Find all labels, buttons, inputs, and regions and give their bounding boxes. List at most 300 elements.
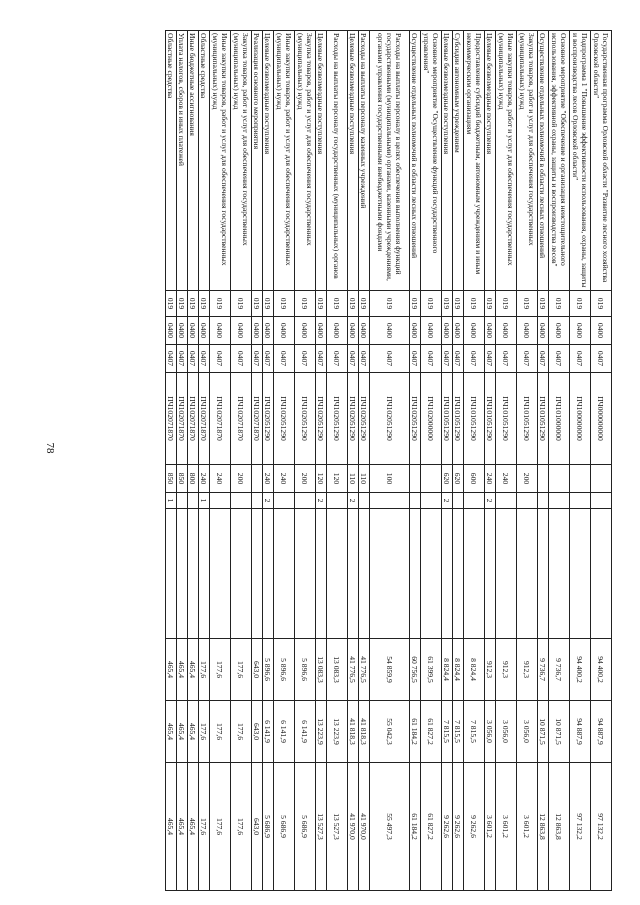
col-target-article: ПЧ102051290 (327, 373, 348, 465)
col-subsection-code: 0407 (517, 345, 538, 373)
col-year-3: 12 863,8 (549, 763, 570, 891)
row-name: Расходы на выплаты персоналу государственных (муниципальных) органов (327, 31, 348, 291)
col-year-2: 465,4 (188, 701, 199, 763)
table-row (517, 31, 538, 891)
col-expense-type (570, 465, 591, 493)
col-year-1: 5 896,6 (295, 639, 316, 701)
row-name: Целевые безвозмездные поступления (348, 31, 359, 291)
col-target-article: ПЧ101051290 (442, 373, 453, 465)
col-year-2: 13 223,9 (327, 701, 348, 763)
col-spacer (359, 509, 370, 639)
col-section-code: 0400 (538, 317, 549, 345)
page-number: 78 (44, 442, 56, 454)
col-expense-type: 240 (485, 465, 496, 493)
col-year-1: 5 896,6 (263, 639, 274, 701)
col-spacer (485, 509, 496, 639)
col-year-3: 3 601,2 (496, 763, 517, 891)
col-target-article: ПЧ102071870 (188, 373, 199, 465)
table-row (199, 31, 210, 891)
col-expense-type: 800 (188, 465, 199, 493)
row-name: Иные закупки товаров, работ и услуг для обеспечения государственных (муниципальных) нужд (274, 31, 295, 291)
row-name: Закупка товаров, работ и услуг для обеспечения государственных (муниципальных) нужд (295, 31, 316, 291)
table-row (370, 31, 410, 891)
row-name: Иные бюджетные ассигнования (188, 31, 199, 291)
col-spacer (231, 509, 252, 639)
col-subsection-code: 0407 (274, 345, 295, 373)
table-row (591, 31, 612, 891)
row-name: Целевые безвозмездные поступления (442, 31, 453, 291)
col-ministry-code: 019 (210, 291, 231, 317)
row-name: Расходы на выплаты персоналу казенных учреждений (359, 31, 370, 291)
col-section-code: 0400 (359, 317, 370, 345)
table-row (485, 31, 496, 891)
col-year-2: 13 223,9 (316, 701, 327, 763)
col-ministry-code: 019 (591, 291, 612, 317)
col-subsection-code: 0407 (295, 345, 316, 373)
col-year-2: 3 056,0 (496, 701, 517, 763)
col-year-1: 465,4 (188, 639, 199, 701)
col-ministry-code: 019 (263, 291, 274, 317)
col-year-3: 9 262,6 (464, 763, 485, 891)
col-year-3: 3 601,2 (517, 763, 538, 891)
col-section-code: 0400 (263, 317, 274, 345)
col-target-article: ПЧ102071870 (210, 373, 231, 465)
col-year-3: 12 863,8 (538, 763, 549, 891)
col-target-article: ПЧ101051290 (485, 373, 496, 465)
col-subsection-code: 0407 (464, 345, 485, 373)
col-year-2: 41 818,3 (359, 701, 370, 763)
col-subsection-code: 0407 (210, 345, 231, 373)
col-section-code: 0400 (327, 317, 348, 345)
col-ministry-code: 019 (570, 291, 591, 317)
col-ministry-code: 019 (166, 291, 177, 317)
col-year-1: 465,4 (177, 639, 188, 701)
col-expense-type: 620 (453, 465, 464, 493)
row-name: Осуществление отдельных полномочий в области лесных отношений (538, 31, 549, 291)
row-name: Иные закупки товаров, работ и услуг для обеспечения государственных (муниципальных) нужд (496, 31, 517, 291)
col-expense-type: 600 (464, 465, 485, 493)
col-section-code: 0400 (591, 317, 612, 345)
col-section-code: 0400 (252, 317, 263, 345)
col-expense-type: 240 (199, 465, 210, 493)
col-source-code (295, 493, 316, 509)
col-year-1: 5 896,6 (274, 639, 295, 701)
col-year-2: 41 818,3 (348, 701, 359, 763)
col-ministry-code: 019 (327, 291, 348, 317)
col-year-1: 8 824,4 (464, 639, 485, 701)
col-spacer (348, 509, 359, 639)
col-spacer (517, 509, 538, 639)
col-ministry-code: 019 (188, 291, 199, 317)
col-year-1: 912,3 (496, 639, 517, 701)
col-year-3: 5 686,9 (263, 763, 274, 891)
row-name: Подпрограмма 1 "Повышение эффективности использования, охраны, защиты и воспроизводства лесов Орловской области" (570, 31, 591, 291)
col-subsection-code: 0407 (410, 345, 421, 373)
col-year-1: 912,3 (517, 639, 538, 701)
table-row (316, 31, 327, 891)
col-year-3: 177,6 (210, 763, 231, 891)
col-ministry-code: 019 (359, 291, 370, 317)
col-source-code (327, 493, 348, 509)
col-year-3: 13 527,3 (327, 763, 348, 891)
col-source-code (549, 493, 570, 509)
col-section-code: 0400 (177, 317, 188, 345)
col-year-3: 9 262,6 (453, 763, 464, 891)
col-target-article: ПЧ102051290 (295, 373, 316, 465)
col-target-article: ПЧ101051290 (453, 373, 464, 465)
col-year-1: 177,6 (210, 639, 231, 701)
col-subsection-code: 0407 (570, 345, 591, 373)
col-year-1: 8 824,4 (453, 639, 464, 701)
table-row (442, 31, 453, 891)
col-section-code: 0400 (188, 317, 199, 345)
col-section-code: 0400 (166, 317, 177, 345)
col-ministry-code: 019 (316, 291, 327, 317)
col-target-article: ПЧ102051290 (370, 373, 410, 465)
table-row (421, 31, 442, 891)
col-year-1: 177,6 (199, 639, 210, 701)
col-year-2: 3 056,0 (485, 701, 496, 763)
col-source-code (464, 493, 485, 509)
col-subsection-code: 0407 (316, 345, 327, 373)
col-target-article: ПЧ102071870 (166, 373, 177, 465)
col-spacer (410, 509, 421, 639)
col-year-2: 465,4 (166, 701, 177, 763)
col-subsection-code: 0407 (348, 345, 359, 373)
col-target-article: ПЧ102051290 (359, 373, 370, 465)
table-row (348, 31, 359, 891)
col-year-1: 41 776,5 (348, 639, 359, 701)
col-ministry-code: 019 (410, 291, 421, 317)
col-ministry-code: 019 (274, 291, 295, 317)
col-year-3: 465,4 (188, 763, 199, 891)
table-row (166, 31, 177, 891)
col-year-3: 5 686,9 (295, 763, 316, 891)
col-spacer (570, 509, 591, 639)
col-ministry-code: 019 (517, 291, 538, 317)
col-year-3: 177,6 (199, 763, 210, 891)
row-name: Субсидии автономным учреждениям (453, 31, 464, 291)
col-year-2: 6 141,9 (295, 701, 316, 763)
col-expense-type: 850 (166, 465, 177, 493)
col-year-1: 465,4 (166, 639, 177, 701)
col-source-code (496, 493, 517, 509)
col-section-code: 0400 (517, 317, 538, 345)
col-year-1: 54 859,9 (370, 639, 410, 701)
col-ministry-code: 019 (453, 291, 464, 317)
col-expense-type: 100 (370, 465, 410, 493)
col-source-code (370, 493, 410, 509)
col-subsection-code: 0407 (442, 345, 453, 373)
col-ministry-code: 019 (231, 291, 252, 317)
col-subsection-code: 0407 (252, 345, 263, 373)
col-year-1: 94 400,2 (591, 639, 612, 701)
col-expense-type: 240 (496, 465, 517, 493)
budget-table-sheet (52, 30, 612, 890)
col-year-2: 465,4 (177, 701, 188, 763)
col-expense-type: 200 (517, 465, 538, 493)
col-year-1: 912,3 (485, 639, 496, 701)
col-target-article: ПЧ101051290 (496, 373, 517, 465)
col-ministry-code: 019 (421, 291, 442, 317)
col-source-code (274, 493, 295, 509)
col-year-2: 61 827,2 (421, 701, 442, 763)
col-subsection-code: 0407 (327, 345, 348, 373)
col-expense-type: 110 (348, 465, 359, 493)
col-year-1: 61 399,5 (421, 639, 442, 701)
table-row (231, 31, 252, 891)
col-subsection-code: 0407 (177, 345, 188, 373)
col-expense-type: 200 (231, 465, 252, 493)
col-section-code: 0400 (199, 317, 210, 345)
col-expense-type (549, 465, 570, 493)
col-expense-type: 120 (316, 465, 327, 493)
col-year-3: 61 184,2 (410, 763, 421, 891)
table-row (252, 31, 263, 891)
col-expense-type: 110 (359, 465, 370, 493)
col-expense-type (538, 465, 549, 493)
col-spacer (442, 509, 453, 639)
row-name: Целевые безвозмездные поступления (263, 31, 274, 291)
col-expense-type: 120 (327, 465, 348, 493)
col-spacer (210, 509, 231, 639)
col-expense-type (410, 465, 421, 493)
col-section-code: 0400 (570, 317, 591, 345)
col-source-code (210, 493, 231, 509)
col-expense-type (591, 465, 612, 493)
col-spacer (538, 509, 549, 639)
table-row (210, 31, 231, 891)
col-target-article: ПЧ102071870 (252, 373, 263, 465)
col-target-article: ПЧ100000000 (570, 373, 591, 465)
col-section-code: 0400 (485, 317, 496, 345)
col-year-3: 13 527,3 (316, 763, 327, 891)
col-section-code: 0400 (410, 317, 421, 345)
col-spacer (421, 509, 442, 639)
col-section-code: 0400 (231, 317, 252, 345)
row-name: Реализация основного мероприятия (252, 31, 263, 291)
col-year-2: 10 871,5 (538, 701, 549, 763)
col-target-article: ПЧ102071870 (177, 373, 188, 465)
col-year-1: 643,0 (252, 639, 263, 701)
col-spacer (453, 509, 464, 639)
col-year-1: 13 083,3 (327, 639, 348, 701)
col-year-3: 177,6 (231, 763, 252, 891)
col-target-article: ПЧ102051290 (316, 373, 327, 465)
col-spacer (274, 509, 295, 639)
col-year-2: 6 141,9 (274, 701, 295, 763)
col-source-code: 1 (166, 493, 177, 509)
col-expense-type: 240 (274, 465, 295, 493)
col-expense-type: 850 (177, 465, 188, 493)
col-expense-type: 240 (263, 465, 274, 493)
col-year-3: 41 970,0 (359, 763, 370, 891)
col-year-2: 3 056,0 (517, 701, 538, 763)
col-year-1: 41 776,5 (359, 639, 370, 701)
col-section-code: 0400 (421, 317, 442, 345)
col-subsection-code: 0407 (453, 345, 464, 373)
col-ministry-code: 019 (199, 291, 210, 317)
row-name: Областные средства (166, 31, 177, 291)
col-ministry-code: 019 (442, 291, 453, 317)
col-subsection-code: 0407 (231, 345, 252, 373)
row-name: Осуществление отдельных полномочий в области лесных отношений (410, 31, 421, 291)
col-source-code: 2 (485, 493, 496, 509)
col-subsection-code: 0407 (359, 345, 370, 373)
table-row (410, 31, 421, 891)
table-row (453, 31, 464, 891)
row-name: Расходы на выплаты персоналу в целях обеспечения выполнения функций государственными (муниципальными) органами, казенными учреждениями, органами управления государственными внебюджетными фондами (370, 31, 410, 291)
col-section-code: 0400 (316, 317, 327, 345)
col-section-code: 0400 (274, 317, 295, 345)
col-spacer (464, 509, 485, 639)
col-source-code (231, 493, 252, 509)
col-spacer (496, 509, 517, 639)
col-year-2: 177,6 (210, 701, 231, 763)
col-section-code: 0400 (348, 317, 359, 345)
col-target-article: ПЧ102051290 (410, 373, 421, 465)
table-row (496, 31, 517, 891)
col-subsection-code: 0407 (421, 345, 442, 373)
table-row (570, 31, 591, 891)
col-ministry-code: 019 (464, 291, 485, 317)
col-year-3: 97 132,2 (591, 763, 612, 891)
col-year-3: 643,0 (252, 763, 263, 891)
col-expense-type: 620 (442, 465, 453, 493)
col-spacer (263, 509, 274, 639)
col-expense-type (421, 465, 442, 493)
col-year-3: 3 601,2 (485, 763, 496, 891)
col-year-2: 7 815,5 (442, 701, 453, 763)
table-row (464, 31, 485, 891)
col-subsection-code: 0407 (188, 345, 199, 373)
col-target-article: ПЧ101000000 (549, 373, 570, 465)
col-spacer (177, 509, 188, 639)
col-expense-type: 240 (210, 465, 231, 493)
col-year-2: 7 815,5 (453, 701, 464, 763)
row-name: Целевые безвозмездные поступления (316, 31, 327, 291)
col-source-code (570, 493, 591, 509)
col-year-3: 9 262,6 (442, 763, 453, 891)
col-year-2: 7 815,5 (464, 701, 485, 763)
col-spacer (327, 509, 348, 639)
row-name: Закупка товаров, работ и услуг для обеспечения государственных (муниципальных) нужд (231, 31, 252, 291)
budget-table (165, 30, 612, 891)
col-subsection-code: 0407 (591, 345, 612, 373)
table-row (188, 31, 199, 891)
col-target-article: ПЧ102000000 (421, 373, 442, 465)
col-spacer (591, 509, 612, 639)
col-expense-type (252, 465, 263, 493)
col-section-code: 0400 (210, 317, 231, 345)
col-source-code (359, 493, 370, 509)
col-section-code: 0400 (464, 317, 485, 345)
col-ministry-code: 019 (252, 291, 263, 317)
col-target-article: ПЧ102051290 (274, 373, 295, 465)
col-year-2: 94 887,9 (591, 701, 612, 763)
col-subsection-code: 0407 (263, 345, 274, 373)
row-name: Государственная программа Орловской области "Развитие лесного хозяйства Орловской области" (591, 31, 612, 291)
col-source-code: 2 (263, 493, 274, 509)
col-source-code (538, 493, 549, 509)
col-target-article: ПЧ102051290 (263, 373, 274, 465)
col-year-3: 55 497,3 (370, 763, 410, 891)
col-target-article: ПЧ102071870 (199, 373, 210, 465)
col-target-article: ПЧ000000000 (591, 373, 612, 465)
row-name: Закупка товаров, работ и услуг для обеспечения государственных (муниципальных) нужд (517, 31, 538, 291)
col-subsection-code: 0407 (485, 345, 496, 373)
col-year-1: 13 083,3 (316, 639, 327, 701)
row-name: Областные средства (199, 31, 210, 291)
col-year-3: 5 686,9 (274, 763, 295, 891)
col-source-code: 2 (316, 493, 327, 509)
col-year-1: 9 736,7 (538, 639, 549, 701)
table-row (538, 31, 549, 891)
col-source-code: 2 (442, 493, 453, 509)
row-name: Основное мероприятие "Обеспечение и организация неистощительного использования, эффективной охраны, защиты и воспроизводства лесов" (549, 31, 570, 291)
col-source-code (517, 493, 538, 509)
col-ministry-code: 019 (538, 291, 549, 317)
col-section-code: 0400 (496, 317, 517, 345)
col-source-code (188, 493, 199, 509)
col-year-2: 643,0 (252, 701, 263, 763)
col-ministry-code: 019 (496, 291, 517, 317)
col-section-code: 0400 (295, 317, 316, 345)
col-subsection-code: 0407 (166, 345, 177, 373)
col-section-code: 0400 (549, 317, 570, 345)
col-year-2: 10 871,5 (549, 701, 570, 763)
col-source-code: 2 (348, 493, 359, 509)
col-source-code (252, 493, 263, 509)
col-ministry-code: 019 (485, 291, 496, 317)
col-ministry-code: 019 (549, 291, 570, 317)
table-row (359, 31, 370, 891)
col-subsection-code: 0407 (370, 345, 410, 373)
col-year-2: 94 887,9 (570, 701, 591, 763)
col-section-code: 0400 (370, 317, 410, 345)
col-year-1: 177,6 (231, 639, 252, 701)
table-body (166, 31, 612, 891)
col-year-3: 465,4 (166, 763, 177, 891)
col-section-code: 0400 (453, 317, 464, 345)
row-name: Предоставление субсидий бюджетным, автономным учреждениям и иным некоммерческим организациям (464, 31, 485, 291)
col-spacer (252, 509, 263, 639)
col-year-1: 8 824,4 (442, 639, 453, 701)
col-year-1: 60 756,5 (410, 639, 421, 701)
col-section-code: 0400 (442, 317, 453, 345)
col-subsection-code: 0407 (199, 345, 210, 373)
col-spacer (370, 509, 410, 639)
col-ministry-code: 019 (295, 291, 316, 317)
col-spacer (166, 509, 177, 639)
col-year-3: 465,4 (177, 763, 188, 891)
col-target-article: ПЧ101051290 (538, 373, 549, 465)
col-source-code (410, 493, 421, 509)
col-year-2: 61 184,2 (410, 701, 421, 763)
col-subsection-code: 0407 (496, 345, 517, 373)
table-row (177, 31, 188, 891)
col-ministry-code: 019 (177, 291, 188, 317)
col-year-2: 177,6 (199, 701, 210, 763)
table-row (263, 31, 274, 891)
col-source-code (177, 493, 188, 509)
col-subsection-code: 0407 (538, 345, 549, 373)
row-name: Уплата налогов, сборов и иных платежей (177, 31, 188, 291)
row-name: Основное мероприятие "Осуществление функций государственного управления" (421, 31, 442, 291)
col-source-code: 1 (199, 493, 210, 509)
col-expense-type: 200 (295, 465, 316, 493)
col-year-3: 61 827,2 (421, 763, 442, 891)
